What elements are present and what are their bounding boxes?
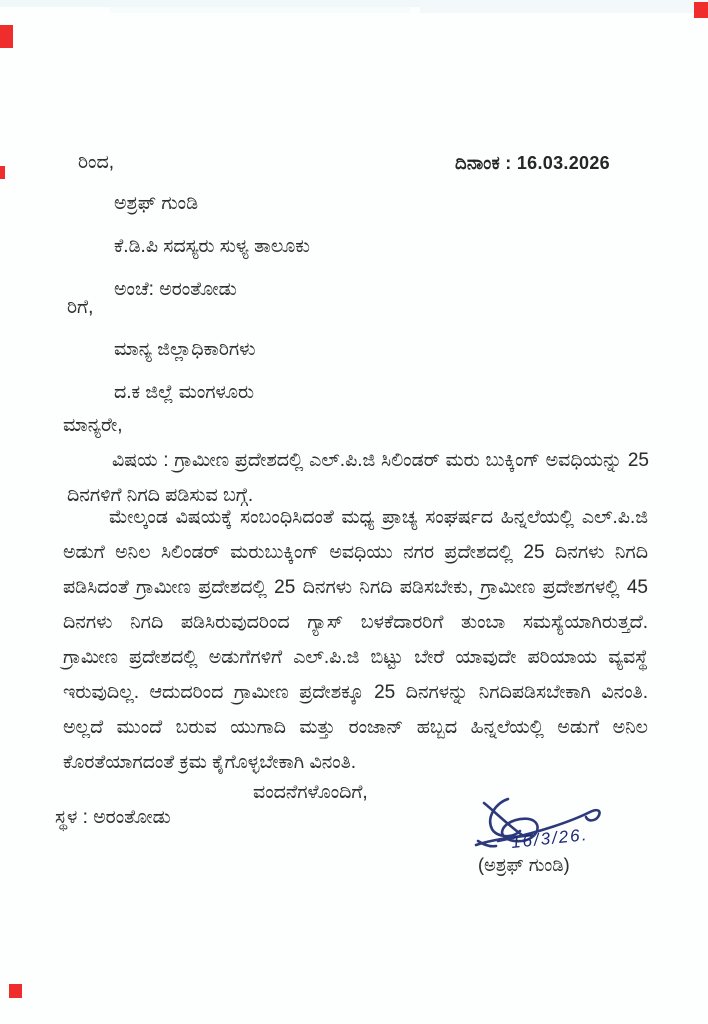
body-line: ದಿನಗಳು ನಿಗದಿ ಪಡಿಸಿರುವುದರಿಂದ ಗ್ಯಾಸ್ ಬಳಕೆದಾರರಿಗೆ ತುಂಬಾ ಸಮಸ್ಯೆಯಾಗಿರುತ್ತದೆ.	[63, 612, 648, 633]
body-line: ಅಲ್ಲದೆ ಮುಂದೆ ಬರುವ ಯುಗಾದಿ ಮತ್ತು ರಂಜಾನ್ ಹಬ್ಬದ ಹಿನ್ನಲೆಯಲ್ಲಿ ಅಡುಗೆ ಅನಿಲ	[63, 717, 648, 738]
recipient-district: ದ.ಕ ಜಿಲ್ಲೆ ಮಂಗಳೂರು	[114, 382, 255, 403]
recipient-title: ಮಾನ್ಯ ಜಿಲ್ಲಾಧಿಕಾರಿಗಳು	[114, 339, 256, 360]
closing-regards: ವಂದನೆಗಳೊಂದಿಗೆ,	[253, 782, 368, 803]
sender-designation: ಕೆ.ಡಿ.ಪಿ ಸದಸ್ಯರು ಸುಳ್ಯ ತಾಲೂಕು	[114, 236, 310, 257]
date-label: ದಿನಾಂಕ :	[455, 153, 512, 173]
handwritten-signature-date: 16/3/26.	[510, 825, 590, 852]
salutation: ಮಾನ್ಯರೇ,	[63, 415, 123, 436]
from-label: ರಿಂದ,	[78, 152, 115, 173]
body-line: ಗ್ರಾಮೀಣ ಪ್ರದೇಶದಲ್ಲಿ ಅಡುಗೆಗಳಿಗೆ ಎಲ್.ಪಿ.ಜಿ ಬಿಟ್ಟು ಬೇರೆ ಯಾವುದೇ ಪರಿಯಾಯ ವ್ಯವಸ್ಥೆ	[63, 647, 648, 668]
place-line: ಸ್ಥಳ : ಅರಂತೋಡು	[55, 807, 171, 828]
date-line	[455, 153, 610, 174]
sender-name: ಅಶ್ರಫ್ ಗುಂಡಿ	[114, 193, 199, 214]
date-value: 16.03.2026	[516, 153, 610, 173]
sender-post-office: ಅಂಚೆ: ಅರಂತೋಡು	[114, 279, 237, 300]
body-line: ಮೇಲ್ಕಂಡ ವಿಷಯಕ್ಕೆ ಸಂಬಂಧಿಸಿದಂತೆ ಮಧ್ಯ ಪ್ರಾಚ್ಯ ಸಂಘರ್ಷದ ಹಿನ್ನಲೆಯಲ್ಲಿ ಎಲ್.ಪಿ.ಜಿ	[109, 507, 648, 528]
body-line: ಅಡುಗೆ ಅನಿಲ ಸಿಲಿಂಡರ್ ಮರುಬುಕ್ಕಿಂಗ್ ಅವಧಿಯು ನಗರ ಪ್ರದೇಶದಲ್ಲಿ 25 ದಿನಗಳು ನಿಗದಿ	[63, 542, 648, 563]
to-label: ರಿಗೆ,	[67, 297, 94, 318]
scan-artifact-band	[110, 7, 410, 13]
body-line: ಇರುವುದಿಲ್ಲ. ಆದುದರಿಂದ ಗ್ರಾಮೀಣ ಪ್ರದೇಶಕ್ಕೂ 25 ದಿನಗಳನ್ನು ನಿಗದಿಪಡಿಸಬೇಕಾಗಿ ವಿನಂತಿ.	[63, 682, 648, 703]
subject-line-2: ದಿನಗಳಿಗೆ ನಿಗದಿ ಪಡಿಸುವ ಬಗ್ಗೆ.	[67, 485, 254, 506]
red-corner-mark-top-left	[0, 25, 13, 48]
red-edge-mark-left	[0, 166, 5, 179]
red-corner-mark-top-right	[694, 2, 708, 18]
body-line: ಕೊರತೆಯಾಗದಂತೆ ಕ್ರಮ ಕೈಗೊಳ್ಳಬೇಕಾಗಿ ವಿನಂತಿ.	[63, 752, 357, 773]
subject-line-1: ವಿಷಯ : ಗ್ರಾಮೀಣ ಪ್ರದೇಶದಲ್ಲಿ ಎಲ್.ಪಿ.ಜಿ ಸಿಲಿಂಡರ್ ಮರು ಬುಕ್ಕಿಂಗ್ ಅವಧಿಯನ್ನು 25	[112, 450, 649, 471]
signatory-name: (ಅಶ್ರಫ್ ಗುಂಡಿ)	[478, 855, 570, 875]
body-line: ಪಡಿಸಿದಂತೆ ಗ್ರಾಮೀಣ ಪ್ರದೇಶದಲ್ಲಿ 25 ದಿನಗಳು ನಿಗದಿ ಪಡಿಸಬೇಕು, ಗ್ರಾಮೀಣ ಪ್ರದೇಶಗಳಲ್ಲಿ 45	[63, 577, 648, 598]
red-corner-mark-bottom-left	[9, 984, 22, 998]
scan-artifact-band	[420, 0, 708, 13]
